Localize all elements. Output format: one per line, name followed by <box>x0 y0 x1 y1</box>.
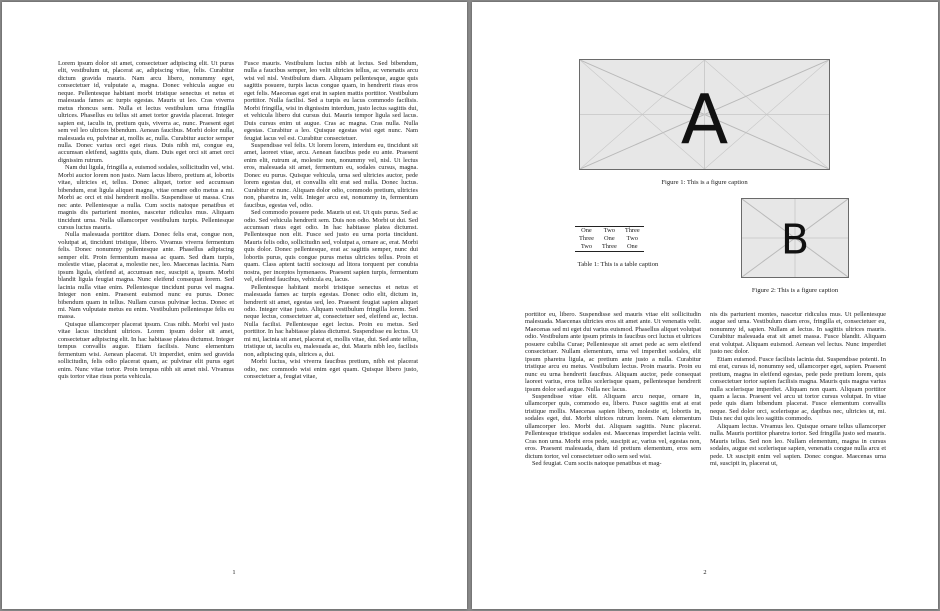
paragraph: Morbi luctus, wisi viverra faucibus pretium, nibh est placerat odio, nec commodo wisi enim eget quam. Quisque libero justo, consectetuer a, feugiat vitae, <box>244 358 418 381</box>
figure-2-image <box>741 198 849 278</box>
paragraph: Aliquam lectus. Vivamus leo. Quisque ornare tellus ullamcorper nulla. Mauris porttitor pharetra tortor. Sed fringilla justo sed mauris. Mauris tellus. Sed non leo. Nullam elementum, magna in cursus sodales, augue est scelerisque sapien, venenatis congue nulla arcu et pede. Ut suscipit enim vel sapien. Donec congue. Maecenas urna mi, suscipit in, placerat ut, <box>710 422 886 468</box>
figure-2-caption: Figure 2: This is a figure caption <box>751 287 839 294</box>
paragraph: Quisque ullamcorper placerat ipsum. Cras nibh. Morbi vel justo vitae lacus tincidunt ultrices. Lorem ipsum dolor sit amet, consectetuer adipiscing elit. In hac habitasse platea dictumst. Integer tempus convallis augue. Etiam facilisis. Nunc elementum fermentum wisi. Aenean placerat. Ut imperdiet, enim sed gravida sollicitudin, felis odio placerat quam, ac pulvinar elit purus eget enim. Nunc vitae tortor. Proin tempus nibh sit amet nisl. Vivamus quis tortor vitae risus porta vehicula. <box>58 320 234 381</box>
paragraph: Pellentesque habitant morbi tristique senectus et netus et malesuada fames ac turpis egestas. Donec odio elit, dictum in, hendrerit sit amet, egestas sed, leo. Praesent feugiat sapien aliquet odio. Integer vitae justo. Aliquam vestibulum fringilla lorem. Sed neque lectus, consectetuer at, consectetuer sed, eleifend ac, lectus. Nulla facilisi. Pellentesque eget lectus. Proin eu metus. Sed porttitor. In hac habitasse platea dictumst. Suspendisse eu lectus. Ut mi mi, lacinia sit amet, placerat et, mollis vitae, dui. Sed ante tellus, tristique ut, iaculis eu, malesuada ac, dui. Mauris nibh leo, facilisis non, adipiscing quis, ultrices a, dui. <box>244 283 418 358</box>
paragraph: Etiam euismod. Fusce facilisis lacinia dui. Suspendisse potenti. In mi erat, cursus id, nonummy sed, ullamcorper eget, sapien. Praesent pretium, magna in eleifend egestas, pede pede pretium lorem, quis consectetuer tortor sapien facilisis magna. Mauris quis magna varius nulla scelerisque imperdiet. Aliquam non quam. Aliquam porttitor quam a lacus. Praesent vel arcu ut tortor cursus volutpat. In vitae pede quis diam bibendum placerat. Fusce elementum convallis neque. Sed dolor orci, scelerisque ac, dapibus nec, ultricies ut, mi. Duis nec dui quis leo sagittis commodo. <box>710 355 886 423</box>
figure-2-placeholder <box>742 199 848 277</box>
paragraph: Sed feugiat. Cum sociis natoque penatibus et mag- <box>532 460 662 468</box>
figure-1-caption: Figure 1: This is a figure caption <box>661 179 748 186</box>
figure-1-placeholder <box>580 60 829 169</box>
paragraph: nis dis parturient montes, nascetur ridiculus mus. Ut pellentesque augue sed urna. Vestibulum diam eros, fringilla et, consectetuer eu, nonummy id, sapien. Nullam at lectus. In sagittis ultrices mauris. Curabitur malesuada erat sit amet massa. Fusce blandit. Aliquam erat volutpat. Aliquam euismod. Aenean vel lectus. Nunc imperdiet justo nec dolor. <box>710 311 886 356</box>
paragraph: Nam dui ligula, fringilla a, euismod sodales, sollicitudin vel, wisi. Morbi auctor lorem non justo. Nam lacus libero, pretium at, lobortis vitae, ultricies et, tellus. Donec aliquet, tortor sed accumsan bibendum, erat ligula aliquet magna, vitae ornare odio metus a mi. Morbi ac orci et nisl hendrerit mollis. Suspendisse ut massa. Cras nec ante. Pellentesque a nulla. Cum sociis natoque penatibus et magnis dis parturient montes, nascetur ridiculus mus. Aliquam tincidunt urna. Nulla ullamcorper vestibulum turpis. Pellentesque cursus luctus mauris. <box>58 164 234 231</box>
table-row <box>575 235 644 243</box>
table-row <box>575 227 644 236</box>
paragraph: Suspendisse vel felis. Ut lorem lorem, interdum eu, tincidunt sit amet, laoreet vitae, arcu. Aenean faucibus pede eu ante. Praesent enim elit, rutrum at, molestie non, nonummy vel, nisl. Ut lectus eros, malesuada sit amet, fermentum eu, sodales cursus, magna. Donec eu purus. Quisque vehicula, urna sed ultricies auctor, pede lorem egestas dui, et convallis elit erat sed nulla. Donec luctus. Curabitur et nunc. Aliquam dolor odio, commodo pretium, ultricies non, pharetra in, velit. Integer arcu est, nonummy in, fermentum faucibus, egestas vel, odio. <box>244 141 418 209</box>
table-cell: Three <box>579 235 594 242</box>
figure-1-image <box>579 59 830 170</box>
paragraph: Lorem ipsum dolor sit amet, consectetuer adipiscing elit. Ut purus elit, vestibulum ut, placerat ac, adipiscing vitae, felis. Curabitur dictum gravida mauris. Nam arcu libero, nonummy eget, consectetuer id, vulputate a, magna. Donec vehicula augue eu neque. Pellentesque habitant morbi tristique senectus et netus et malesuada fames ac turpis egestas. Mauris ut leo. Cras viverra metus rhoncus sem. Nulla et lectus vestibulum urna fringilla ultrices. Phasellus eu tellus sit amet tortor gravida placerat. Integer sapien est, iaculis in, pretium quis, viverra ac, nunc. Praesent eget sem vel leo ultrices bibendum. Aenean faucibus. Morbi dolor nulla, malesuada eu, pulvinar at, mollis ac, nulla. Curabitur auctor semper nulla. Donec varius orci eget risus. Duis nibh mi, congue eu, accumsan eleifend, sagittis quis, diam. Duis eget orci sit amet orci dignissim rutrum. <box>58 60 234 164</box>
page-1 <box>2 2 467 609</box>
figure-2-letter: B <box>780 215 810 264</box>
page-number: 2 <box>703 569 707 576</box>
table-1-caption: Table 1: This is a table caption <box>577 261 659 268</box>
table-cell: Two <box>580 243 593 250</box>
table-cell: One <box>581 227 592 234</box>
page-number: 1 <box>232 569 236 576</box>
paragraph: Suspendisse vitae elit. Aliquam arcu neque, ornare in, ullamcorper quis, commodo eu, libero. Fusce sagittis erat at erat tristique mollis. Maecenas sapien libero, molestie et, lobortis in, sodales eget, dui. Morbi ultrices rutrum lorem. Nam elementum ullamcorper leo. Morbi dui. Aliquam sagittis. Nunc placerat. Pellentesque tristique sodales est. Maecenas imperdiet lacinia velit. Cras non urna. Morbi eros pede, suscipit ac, varius vel, egestas non, eros. Praesent malesuada, diam id pretium elementum, eros sem dictum tortor, vel consectetuer odio sem sed wisi. <box>525 392 701 460</box>
table-cell: One <box>604 235 615 242</box>
table-cell: Two <box>626 235 638 242</box>
table-cell: Three <box>624 227 640 234</box>
page-2 <box>472 2 938 609</box>
page-1-left-column <box>58 60 234 556</box>
table-cell: Two <box>603 227 615 234</box>
page-2-left-column <box>525 311 701 561</box>
page-1-right-column <box>244 60 418 558</box>
table-cell: One <box>626 243 638 250</box>
table-cell: Three <box>601 243 617 250</box>
table-1 <box>575 226 644 252</box>
paragraph: Nulla malesuada porttitor diam. Donec felis erat, congue non, volutpat at, tincidunt tristique, libero. Vivamus viverra fermentum felis. Donec nonummy pellentesque ante. Phasellus adipiscing semper elit. Proin fermentum massa ac quam. Sed diam turpis, molestie vitae, placerat a, molestie nec, leo. Maecenas lacinia. Nam ipsum ligula, eleifend at, accumsan nec, suscipit a, ipsum. Morbi blandit ligula feugiat magna. Nunc eleifend consequat lorem. Sed lacinia nulla vitae enim. Pellentesque tincidunt purus vel magna. Integer non enim. Praesent euismod nunc eu purus. Donec bibendum quam in tellus. Nullam cursus pulvinar lectus. Donec et mi. Nam vulputate metus eu enim. Vestibulum pellentesque felis eu massa. <box>58 231 234 321</box>
page-2-right-column <box>710 311 886 561</box>
table-row <box>575 243 644 252</box>
paragraph: Fusce mauris. Vestibulum luctus nibh at lectus. Sed bibendum, nulla a faucibus semper, leo velit ultricies tellus, ac venenatis arcu wisi vel nisl. Vestibulum diam. Aliquam pellentesque, augue quis sagittis posuere, turpis lacus congue quam, in hendrerit risus eros eget felis. Maecenas eget erat in sapien mattis porttitor. Vestibulum porttitor. Nulla facilisi. Sed a turpis eu lacus commodo facilisis. Morbi fringilla, wisi in dignissim interdum, justo lectus sagittis dui, et vehicula libero dui cursus dui. Mauris tempor ligula sed lacus. Duis cursus enim ut augue. Cras ac magna. Cras nulla. Nulla egestas. Curabitur a leo. Quisque egestas wisi eget nunc. Nam feugiat lacus vel est. Curabitur consectetuer. <box>244 60 418 142</box>
paragraph: Sed commodo posuere pede. Mauris ut est. Ut quis purus. Sed ac odio. Sed vehicula hendrerit sem. Duis non odio. Morbi ut dui. Sed accumsan risus eget odio. In hac habitasse platea dictumst. Pellentesque non elit. Fusce sed justo eu urna porta tincidunt. Mauris felis odio, sollicitudin sed, volutpat a, ornare ac, erat. Morbi quis dolor. Donec pellentesque, erat ac sagittis semper, nunc dui lobortis purus, quis congue purus metus ultricies tellus. Proin et quam. Class aptent taciti sociosqu ad litora torquent per conubia nostra, per inceptos hymenaeos. Praesent sapien turpis, fermentum vel, eleifend faucibus, vehicula eu, lacus. <box>244 209 418 284</box>
figure-1-letter: A <box>680 80 729 161</box>
paragraph: porttitor eu, libero. Suspendisse sed mauris vitae elit sollicitudin malesuada. Maecenas ultricies eros sit amet ante. Ut venenatis velit. Maecenas sed mi eget dui varius euismod. Phasellus aliquet volutpat odio. Vestibulum ante ipsum primis in faucibus orci luctus et ultrices posuere cubilia Curae; Pellentesque sit amet pede ac sem eleifend consectetuer. Nullam elementum, urna vel imperdiet sodales, elit ipsum pharetra ligula, ac pretium ante justo a nulla. Curabitur tristique arcu eu metus. Vestibulum lectus. Proin mauris. Proin eu nunc eu urna hendrerit faucibus. Aliquam auctor, pede consequat laoreet varius, eros tellus scelerisque quam, pellentesque hendrerit ipsum dolor sed augue. Nulla nec lacus. <box>525 311 701 393</box>
